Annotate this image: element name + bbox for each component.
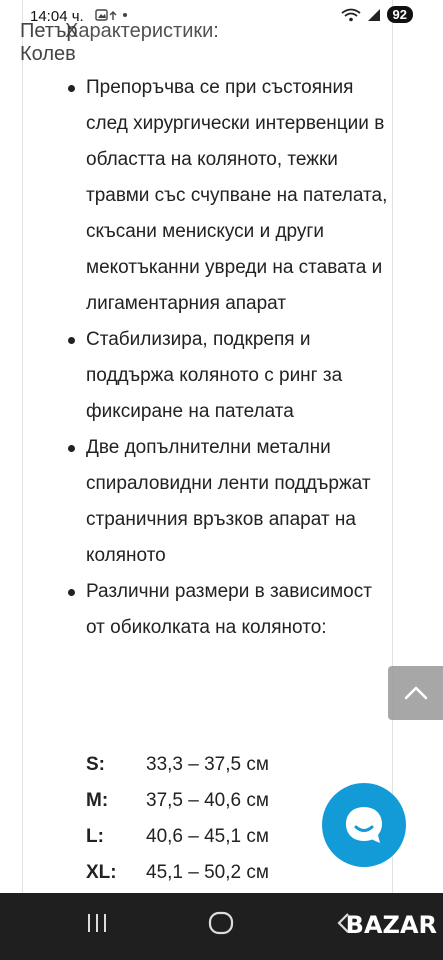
home-icon [208,911,234,935]
recents-button[interactable] [85,911,109,940]
feature-item: Две допълнителни метални спираловидни ленти поддържат страничния връзков апарат на коляното [64,430,389,574]
status-time: 14:04 ч. [30,8,84,25]
size-label: XL: [86,862,117,883]
chevron-up-icon [404,685,428,701]
feature-item: Стабилизира, подкрепя и поддържа коляното с ринг за фиксиране на пателата [64,322,389,430]
system-nav-bar [0,893,443,960]
bazar-logo: BAZAR [345,911,437,939]
size-value: 33,3 – 37,5 см [146,754,269,775]
section-title: Характеристики: [65,20,219,42]
status-bar [0,0,443,32]
size-label: M: [86,790,109,811]
feature-item: Препоръчва се при състояния след хирургически интервенции в областта на коляното, тежки травми със счупване на пателата, скъсани менискуси и други мекотъканни увреди на ставата и лигаментарния апарат [64,70,389,322]
size-value: 37,5 – 40,6 см [146,790,269,811]
size-label: S: [86,754,105,775]
status-icons-right [341,6,413,23]
chat-bubble-icon [342,803,386,847]
chat-button[interactable] [322,783,406,867]
signal-icon [367,8,381,22]
home-button[interactable] [208,911,234,940]
size-value: 45,1 – 50,2 см [146,862,269,883]
seller-name[interactable]: Петър Колев [20,20,78,65]
recents-icon [85,911,109,935]
size-row [86,754,386,790]
scroll-to-top-button[interactable] [388,666,443,720]
wifi-icon [341,8,361,22]
size-label: L: [86,826,104,847]
gallery-icon [95,8,133,22]
feature-item: Различни размери в зависимост от обиколката на коляното: [64,574,389,646]
notification-icons [95,8,133,25]
battery-indicator: 92 [387,6,413,23]
size-value: 40,6 – 45,1 см [146,826,269,847]
feature-list [64,70,389,646]
